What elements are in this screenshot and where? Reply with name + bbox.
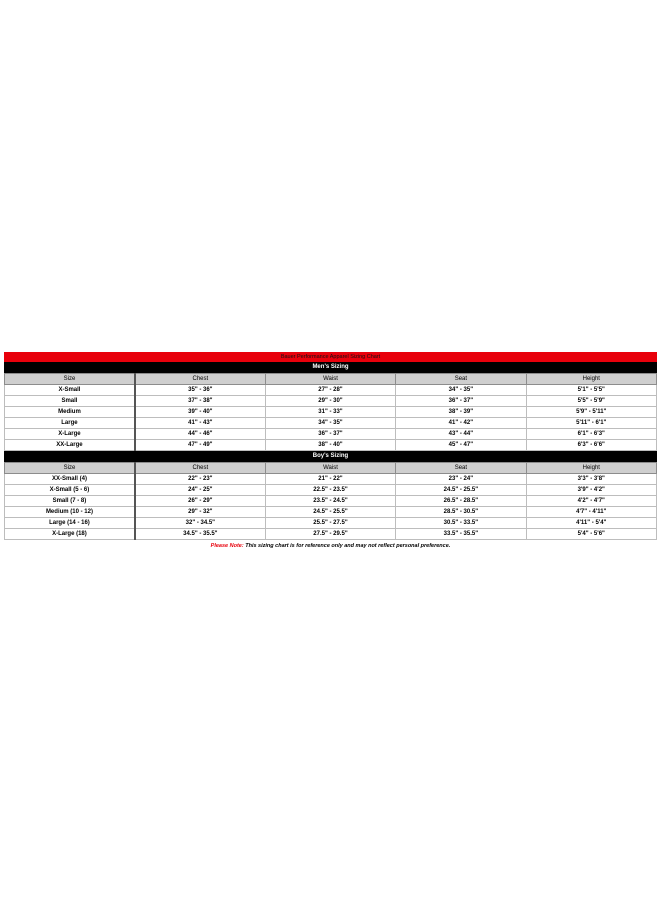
cell-chest: 29" - 32" xyxy=(135,507,265,518)
cell-size: Small xyxy=(5,396,135,407)
column-header-waist: Waist xyxy=(265,463,395,474)
cell-size: X-Large (18) xyxy=(5,529,135,540)
boys-section-heading: Boy's Sizing xyxy=(4,451,657,462)
table-row xyxy=(5,518,657,529)
cell-waist: 31" - 33" xyxy=(265,407,395,418)
cell-height: 5'1" - 5'5" xyxy=(526,385,656,396)
cell-chest: 41" - 43" xyxy=(135,418,265,429)
cell-chest: 39" - 40" xyxy=(135,407,265,418)
cell-height: 5'4" - 5'6" xyxy=(526,529,656,540)
mens-table-body xyxy=(5,385,657,451)
cell-size: X-Large xyxy=(5,429,135,440)
cell-chest: 22" - 23" xyxy=(135,474,265,485)
cell-height: 6'1" - 6'3" xyxy=(526,429,656,440)
column-header-seat: Seat xyxy=(396,374,526,385)
cell-waist: 29" - 30" xyxy=(265,396,395,407)
cell-size: XX-Small (4) xyxy=(5,474,135,485)
cell-waist: 21" - 22" xyxy=(265,474,395,485)
cell-waist: 34" - 35" xyxy=(265,418,395,429)
column-header-seat: Seat xyxy=(396,463,526,474)
cell-chest: 47" - 49" xyxy=(135,440,265,451)
table-row xyxy=(5,485,657,496)
cell-height: 3'9" - 4'2" xyxy=(526,485,656,496)
cell-seat: 30.5" - 33.5" xyxy=(396,518,526,529)
cell-seat: 26.5" - 28.5" xyxy=(396,496,526,507)
table-row xyxy=(5,396,657,407)
cell-seat: 41" - 42" xyxy=(396,418,526,429)
cell-size: Large xyxy=(5,418,135,429)
cell-waist: 22.5" - 23.5" xyxy=(265,485,395,496)
cell-height: 5'9" - 5'11" xyxy=(526,407,656,418)
column-header-height: Height xyxy=(526,374,656,385)
note-label: Please Note: xyxy=(210,543,244,549)
table-row xyxy=(5,407,657,418)
table-row xyxy=(5,385,657,396)
cell-seat: 34" - 35" xyxy=(396,385,526,396)
cell-size: Medium (10 - 12) xyxy=(5,507,135,518)
disclaimer-note xyxy=(4,543,657,549)
cell-waist: 27" - 28" xyxy=(265,385,395,396)
boys-header-row xyxy=(5,463,657,474)
cell-seat: 28.5" - 30.5" xyxy=(396,507,526,518)
note-text: This sizing chart is for reference only and may not reflect personal preference. xyxy=(245,543,451,549)
cell-size: Large (14 - 16) xyxy=(5,518,135,529)
table-row xyxy=(5,429,657,440)
cell-height: 4'7" - 4'11" xyxy=(526,507,656,518)
column-header-chest: Chest xyxy=(135,374,265,385)
cell-seat: 38" - 39" xyxy=(396,407,526,418)
cell-height: 6'3" - 6'6" xyxy=(526,440,656,451)
cell-waist: 38" - 40" xyxy=(265,440,395,451)
mens-section-heading: Men's Sizing xyxy=(4,362,657,373)
cell-chest: 35" - 36" xyxy=(135,385,265,396)
cell-waist: 25.5" - 27.5" xyxy=(265,518,395,529)
cell-size: X-Small (5 - 6) xyxy=(5,485,135,496)
cell-chest: 44" - 46" xyxy=(135,429,265,440)
cell-size: X-Small xyxy=(5,385,135,396)
sizing-chart xyxy=(4,352,657,549)
boys-table-body xyxy=(5,474,657,540)
cell-seat: 23" - 24" xyxy=(396,474,526,485)
table-row xyxy=(5,496,657,507)
cell-seat: 24.5" - 25.5" xyxy=(396,485,526,496)
cell-height: 4'2" - 4'7" xyxy=(526,496,656,507)
table-row xyxy=(5,529,657,540)
table-row xyxy=(5,440,657,451)
cell-size: XX-Large xyxy=(5,440,135,451)
cell-height: 4'11" - 5'4" xyxy=(526,518,656,529)
mens-header-row xyxy=(5,374,657,385)
cell-seat: 43" - 44" xyxy=(396,429,526,440)
cell-seat: 36" - 37" xyxy=(396,396,526,407)
column-header-waist: Waist xyxy=(265,374,395,385)
cell-seat: 45" - 47" xyxy=(396,440,526,451)
column-header-chest: Chest xyxy=(135,463,265,474)
cell-size: Medium xyxy=(5,407,135,418)
cell-size: Small (7 - 8) xyxy=(5,496,135,507)
cell-waist: 23.5" - 24.5" xyxy=(265,496,395,507)
mens-sizing-table xyxy=(4,373,657,451)
cell-chest: 32" - 34.5" xyxy=(135,518,265,529)
cell-chest: 34.5" - 35.5" xyxy=(135,529,265,540)
cell-chest: 24" - 25" xyxy=(135,485,265,496)
column-header-size: Size xyxy=(5,374,135,385)
cell-waist: 27.5" - 29.5" xyxy=(265,529,395,540)
chart-title: Bauer Performance Apparel Sizing Chart xyxy=(4,352,657,362)
column-header-size: Size xyxy=(5,463,135,474)
cell-height: 5'11" - 6'1" xyxy=(526,418,656,429)
column-header-height: Height xyxy=(526,463,656,474)
cell-chest: 37" - 38" xyxy=(135,396,265,407)
table-row xyxy=(5,418,657,429)
cell-height: 5'5" - 5'9" xyxy=(526,396,656,407)
table-row xyxy=(5,474,657,485)
cell-chest: 26" - 29" xyxy=(135,496,265,507)
cell-waist: 36" - 37" xyxy=(265,429,395,440)
cell-waist: 24.5" - 25.5" xyxy=(265,507,395,518)
cell-seat: 33.5" - 35.5" xyxy=(396,529,526,540)
table-row xyxy=(5,507,657,518)
boys-sizing-table xyxy=(4,462,657,540)
cell-height: 3'3" - 3'8" xyxy=(526,474,656,485)
